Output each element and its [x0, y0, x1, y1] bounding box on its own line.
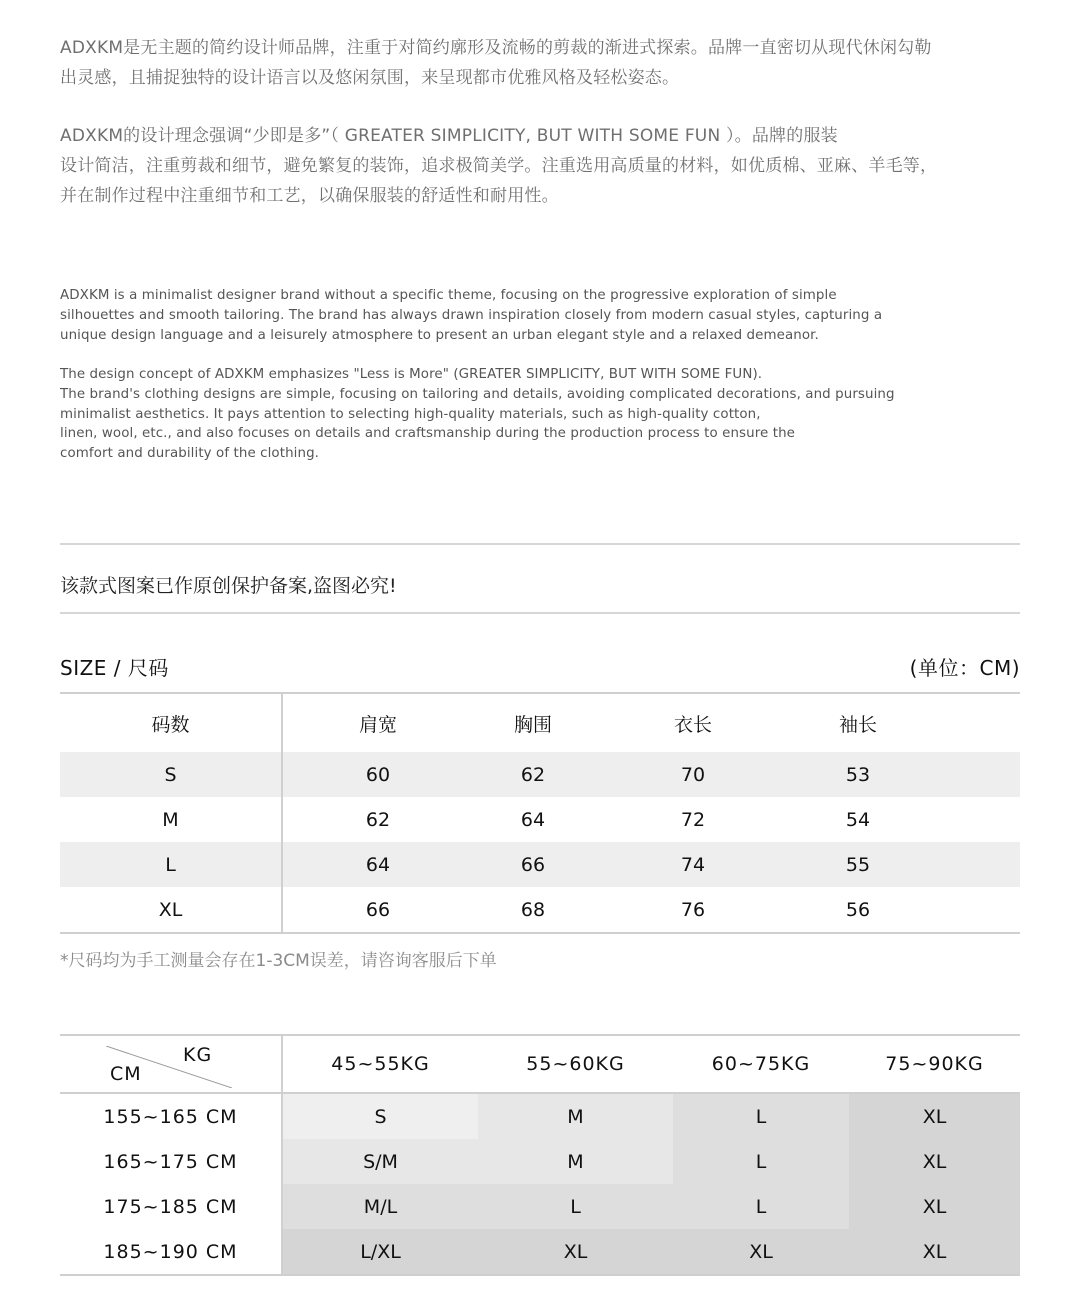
height-row: [60, 1139, 1020, 1184]
text-line: linen, wool, etc., and also focuses on details and craftsmanship during the production process to ensure the: [60, 426, 795, 442]
size-cell: L/XL: [283, 1229, 478, 1274]
text-line: The brand's clothing designs are simple, focusing on tailoring and details, avoiding complicated decorations, and pursuing: [60, 386, 895, 402]
size-cell: S: [60, 752, 283, 797]
text-line: comfort and durability of the clothing.: [60, 446, 320, 462]
size-section-title: SIZE / 尺码: [60, 656, 169, 680]
header-cell: 衣长: [673, 713, 712, 736]
corner-kg-label: KG: [183, 1044, 213, 1066]
height-row: [60, 1229, 1020, 1274]
value-cell: 70: [680, 763, 706, 786]
text-line: ADXKM is a minimalist designer brand without a specific theme, focusing on the progressive exploration of simple: [60, 288, 837, 303]
value-cell: 76: [680, 898, 706, 921]
value-cell: 62: [365, 808, 391, 831]
height-row: [60, 1094, 1020, 1139]
height-label: 165~175 CM: [60, 1139, 283, 1184]
value-cell: 56: [845, 898, 871, 921]
weight-height-table: [60, 1034, 1020, 1276]
value-cell: 60: [365, 763, 391, 786]
text-line: unique design language and a leisurely atmosphere to present an urban elegant style and a relaxed demeanor.: [60, 327, 819, 343]
divider: [60, 543, 1020, 545]
table-row: [60, 797, 1020, 842]
size-cell: M/L: [283, 1184, 478, 1229]
header-cell: 袖长: [838, 713, 877, 736]
size-cell: XL: [60, 887, 283, 932]
size-cell: L: [673, 1139, 849, 1184]
size-cell: XL: [849, 1184, 1020, 1229]
unit-label: (单位：CM): [909, 656, 1020, 680]
size-cell: M: [478, 1139, 673, 1184]
height-label: 155~165 CM: [60, 1094, 283, 1139]
size-cell: XL: [673, 1229, 849, 1274]
size-cell: S/M: [283, 1139, 478, 1184]
size-cell: L: [673, 1094, 849, 1139]
value-cell: 66: [365, 898, 391, 921]
value-cell: 74: [680, 853, 706, 876]
table-row: [60, 752, 1020, 797]
weight-header: 45~55KG: [331, 1053, 430, 1075]
size-cell: XL: [478, 1229, 673, 1274]
value-cell: 72: [680, 808, 706, 831]
text-line: 并在制作过程中注重细节和工艺，以确保服装的舒适性和耐用性。: [60, 186, 559, 206]
value-cell: 53: [845, 763, 871, 786]
intro-cn-paragraph-1: [60, 33, 1020, 93]
header-cell: 肩宽: [358, 713, 397, 736]
text-line: The design concept of ADXKM emphasizes "Less is More" (GREATER SIMPLICITY, BUT WITH SOME FUN).: [60, 367, 763, 382]
header-cell: 胸围: [513, 713, 552, 736]
text-line: silhouettes and smooth tailoring. The brand has always drawn inspiration closely from modern casual styles, capturing a: [60, 307, 883, 323]
value-cell: 64: [365, 853, 391, 876]
height-label: 175~185 CM: [60, 1184, 283, 1229]
table-row: [60, 842, 1020, 887]
height-label: 185~190 CM: [60, 1229, 283, 1274]
size-table: [60, 692, 1020, 934]
text-line: minimalist aesthetics. It pays attention to selecting high-quality materials, such as high-quality cotton,: [60, 406, 761, 422]
intro-en-paragraph-1: [60, 286, 1030, 345]
intro-cn-paragraph-2: [60, 121, 1020, 211]
size-cell: L: [60, 842, 283, 887]
value-cell: 68: [520, 898, 546, 921]
text-line: ADXKM是无主题的简约设计师品牌，注重于对简约廓形及流畅的剪裁的渐进式探索。品牌一直密切从现代休闲勾勒: [60, 38, 932, 58]
size-cell: S: [283, 1094, 478, 1139]
size-cell: M: [60, 797, 283, 842]
weight-header: 60~75KG: [711, 1053, 811, 1075]
size-cell: L: [673, 1184, 849, 1229]
weight-header: 75~90KG: [885, 1053, 984, 1075]
height-row: [60, 1184, 1020, 1229]
measurement-footnote: *尺码均为手工测量会存在1-3CM误差，请咨询客服后下单: [60, 951, 497, 971]
text-line: 设计简洁，注重剪裁和细节，避免繁复的装饰，追求极简美学。注重选用高质量的材料，如优质棉、亚麻、羊毛等，: [60, 156, 938, 176]
size-cell: M: [478, 1094, 673, 1139]
size-cell: XL: [849, 1094, 1020, 1139]
text-line: 出灵感，且捕捉独特的设计语言以及悠闲氛围，来呈现都市优雅风格及轻松姿态。: [60, 68, 680, 88]
copyright-notice: 该款式图案已作原创保护备案,盗图必究!: [60, 575, 397, 597]
size-cell: L: [478, 1184, 673, 1229]
weight-header: 55~60KG: [526, 1053, 625, 1075]
value-cell: 54: [845, 808, 871, 831]
header-cell: 码数: [60, 694, 283, 752]
size-cell: XL: [849, 1139, 1020, 1184]
size-cell: XL: [849, 1229, 1020, 1274]
table-row: [60, 887, 1020, 932]
corner-cm-label: CM: [110, 1063, 142, 1085]
value-cell: 64: [520, 808, 546, 831]
value-cell: 62: [520, 763, 546, 786]
intro-en-paragraph-2: [60, 365, 1030, 464]
text-line: ADXKM的设计理念强调“少即是多”（ GREATER SIMPLICITY, BUT WITH SOME FUN ）。品牌的服装: [60, 126, 838, 146]
corner-cell: [60, 1036, 283, 1092]
weight-header-row: [60, 1036, 1020, 1094]
value-cell: 66: [520, 853, 546, 876]
value-cell: 55: [845, 853, 871, 876]
divider: [60, 612, 1020, 614]
size-table-header: [60, 694, 1020, 752]
